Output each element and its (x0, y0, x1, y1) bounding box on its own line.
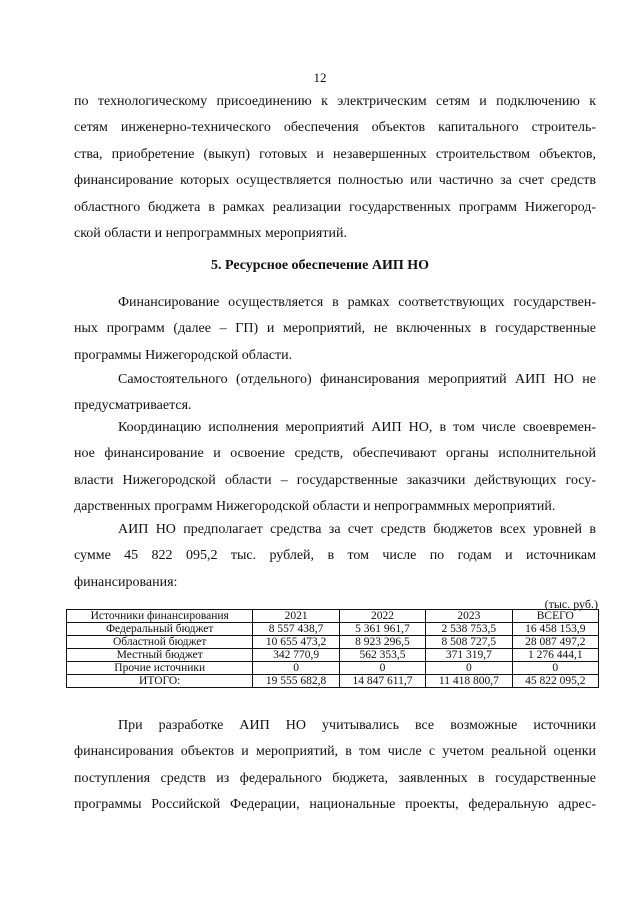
text-line: финансирование которых осуществляется полностью или частично за счет средств (74, 173, 596, 189)
table-units-label: (тыс. руб.) (544, 597, 598, 611)
text-line: ской области и непрограммных мероприятий. (74, 225, 347, 241)
table-cell: 8 923 296,5 (339, 636, 425, 649)
paragraph-total-funds (74, 517, 596, 596)
table-cell: 5 361 961,7 (339, 623, 425, 636)
paragraph-sources (74, 713, 596, 819)
table-cell: 2 538 753,5 (426, 623, 512, 636)
table-header-cell: ВСЕГО (512, 610, 598, 623)
table-row (67, 623, 599, 636)
text-line: ства, приобретение (выкуп) готовых и незавершенных строительством объектов, (74, 146, 596, 162)
table-cell: 28 087 497,2 (512, 636, 598, 649)
table-cell: Областной бюджет (67, 636, 253, 649)
text-line: При разработке АИП НО учитывались все возможные источники (118, 718, 596, 733)
table-cell: Федеральный бюджет (67, 623, 253, 636)
paragraph-coordination (74, 415, 596, 521)
paragraph-no-separate-financing (74, 367, 596, 420)
table-cell: 562 353,5 (339, 649, 425, 662)
text-line: программы Нижегородской области. (74, 347, 293, 363)
table-cell: 8 557 438,7 (253, 623, 339, 636)
text-line: Финансирование осуществляется в рамках соответствующих государствен- (118, 295, 596, 310)
intro-paragraph (74, 89, 596, 247)
text-line: областного бюджета в рамках реализации государственных программ Нижегород- (74, 199, 596, 215)
text-line: поступления средств из федерального бюджета, заявленных в государственные (74, 770, 596, 786)
text-line: предусматривается. (74, 398, 192, 414)
table-cell: Прочие источники (67, 662, 253, 675)
text-line: финансирования: (74, 574, 178, 590)
table-cell: 342 770,9 (253, 649, 339, 662)
table-cell: 45 822 095,2 (512, 675, 598, 688)
table-header-cell: 2023 (426, 610, 512, 623)
text-line: ных программ (далее – ГП) и мероприятий, не включенных в государственные (74, 321, 596, 337)
table-cell: 371 319,7 (426, 649, 512, 662)
text-line: ное финансирование и освоение средств, обеспечивают органы исполнительной (74, 446, 596, 462)
page-number: 12 (313, 70, 327, 85)
table-cell: 19 555 682,8 (253, 675, 339, 688)
financing-table (66, 609, 599, 688)
table-header-row (67, 610, 599, 623)
table-header-cell: 2022 (339, 610, 425, 623)
table-cell: 14 847 611,7 (339, 675, 425, 688)
text-line: власти Нижегородской области – государственные заказчики действующих госу- (74, 472, 596, 488)
text-line: программы Российской Федерации, национальные проекты, федеральную адрес- (74, 797, 596, 813)
text-line: Самостоятельного (отдельного) финансирования мероприятий АИП НО не (118, 372, 596, 387)
table-cell: 10 655 473,2 (253, 636, 339, 649)
text-line: сумме 45 822 095,2 тыс. рублей, в том числе по годам и источникам (74, 548, 596, 564)
table-row (67, 662, 599, 675)
text-line: Координацию исполнения мероприятий АИП НО, в том числе своевремен- (118, 420, 596, 435)
paragraph-financing (74, 290, 596, 369)
table-cell: 11 418 800,7 (426, 675, 512, 688)
table-header-cell: Источники финансирования (67, 610, 253, 623)
table-row (67, 649, 599, 662)
table-total-row (67, 675, 599, 688)
text-line: АИП НО предполагает средства за счет средств бюджетов всех уровней в (118, 522, 596, 537)
table-cell: 0 (426, 662, 512, 675)
text-line: сетям инженерно-технического обеспечения объектов капитального строитель- (74, 120, 596, 136)
table-cell: Местный бюджет (67, 649, 253, 662)
table-cell: 0 (253, 662, 339, 675)
text-line: дарственных программ Нижегородской области и непрограммных мероприятий. (74, 499, 556, 515)
table-cell: 0 (339, 662, 425, 675)
section-heading: 5. Ресурсное обеспечение АИП НО (210, 258, 430, 273)
table-cell: ИТОГО: (67, 675, 253, 688)
table-header-cell: 2021 (253, 610, 339, 623)
table-row (67, 636, 599, 649)
text-line: по технологическому присоединению к электрическим сетям и подключению к (74, 94, 596, 109)
table-cell: 0 (512, 662, 598, 675)
table-cell: 16 458 153,9 (512, 623, 598, 636)
text-line: финансирования объектов и мероприятий, в том числе с учетом реальной оценки (74, 744, 596, 760)
table-cell: 8 508 727,5 (426, 636, 512, 649)
table-cell: 1 276 444,1 (512, 649, 598, 662)
